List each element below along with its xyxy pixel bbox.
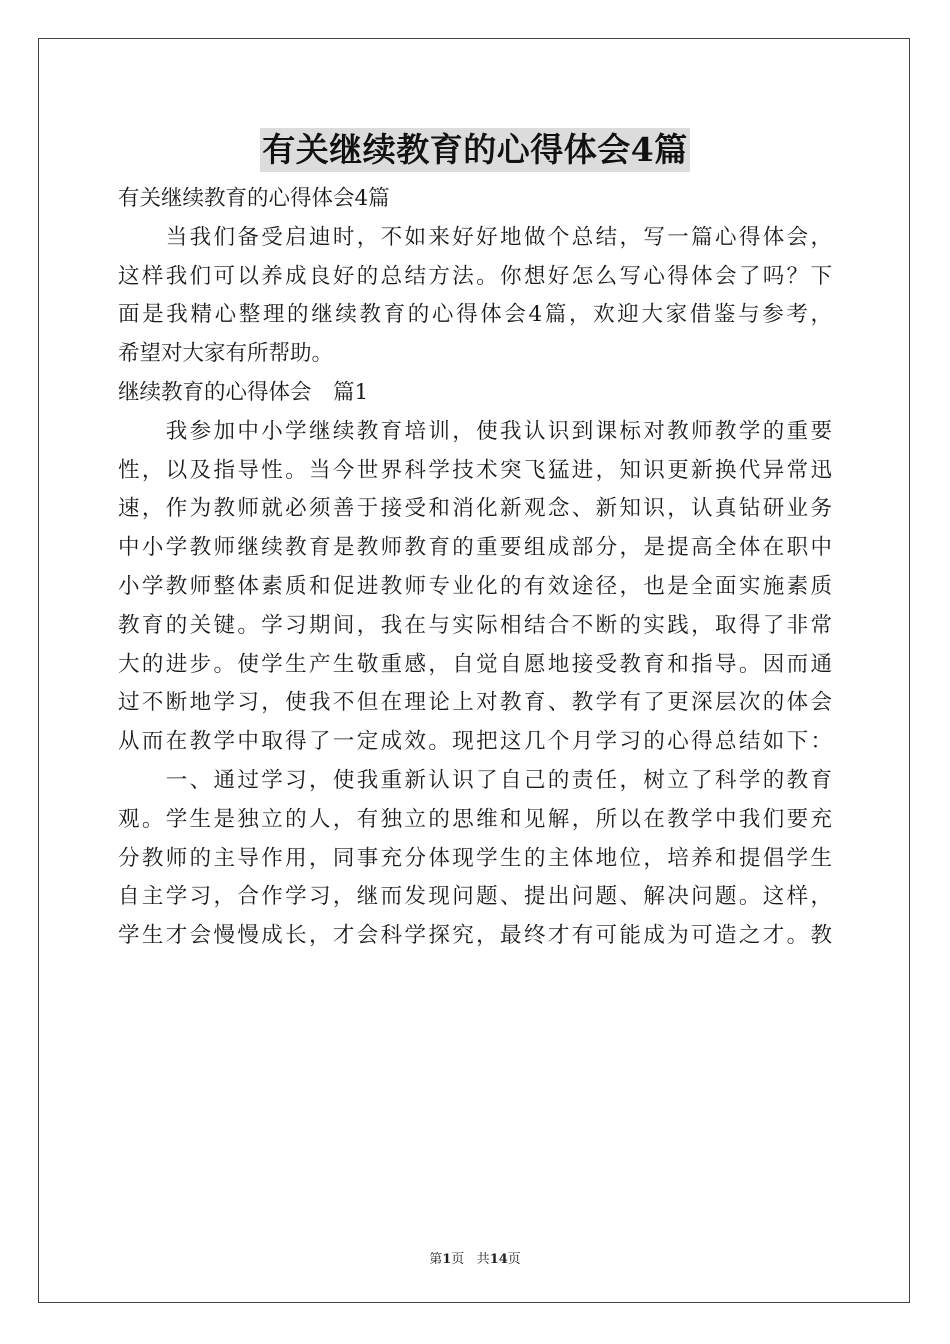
document-body bbox=[118, 180, 832, 956]
text-line: 我参加中小学继续教育培训，使我认识到课标对教师教学的重要 bbox=[118, 418, 832, 444]
current-page-number: 1 bbox=[442, 1252, 452, 1267]
text-line: 过不断地学习，使我不但在理论上对教育、教学有了更深层次的体会 bbox=[118, 690, 832, 716]
text-line: 一、通过学习，使我重新认识了自己的责任，树立了科学的教育 bbox=[118, 767, 832, 793]
footer-total-prefix: 共 bbox=[476, 1252, 490, 1267]
footer-page-suffix: 页 bbox=[451, 1252, 465, 1267]
text-line: 这样我们可以养成良好的总结方法。你想好怎么写心得体会了吗？下 bbox=[118, 263, 832, 289]
text-line: 速，作为教师就必须善于接受和消化新观念、新知识，认真钻研业务 bbox=[118, 496, 832, 522]
document-title: 有关继续教育的心得体会4篇 bbox=[260, 128, 689, 172]
text-line: 小学教师整体素质和促进教师专业化的有效途径，也是全面实施素质 bbox=[118, 573, 832, 599]
text-line: 中小学教师继续教育是教师教育的重要组成部分，是提高全体在职中 bbox=[118, 535, 832, 561]
text-line: 观。学生是独立的人，有独立的思维和见解，所以在教学中我们要充 bbox=[118, 806, 832, 832]
intro-paragraph bbox=[118, 219, 832, 374]
text-line: 当我们备受启迪时，不如来好好地做个总结，写一篇心得体会， bbox=[118, 224, 832, 250]
document-subtitle: 有关继续教育的心得体会4篇 bbox=[118, 186, 390, 211]
text-line: 分教师的主导作用，同事充分体现学生的主体地位，培养和提倡学生 bbox=[118, 845, 832, 871]
title-container bbox=[0, 128, 950, 172]
text-line: 学生才会慢慢成长，才会科学探究，最终才有可能成为可造之才。教 bbox=[118, 923, 832, 949]
section-heading: 继续教育的心得体会 篇1 bbox=[118, 379, 369, 405]
text-line: 教育的关键。学习期间，我在与实际相结合不断的实践，取得了非常 bbox=[118, 612, 832, 638]
paragraph-1 bbox=[118, 413, 832, 762]
footer-total-suffix: 页 bbox=[507, 1252, 521, 1267]
page-footer bbox=[0, 1248, 950, 1267]
footer-prefix: 第 bbox=[429, 1252, 443, 1267]
text-line: 面是我精心整理的继续教育的心得体会4篇，欢迎大家借鉴与参考， bbox=[118, 302, 832, 328]
text-line: 自主学习，合作学习，继而发现问题、提出问题、解决问题。这样， bbox=[118, 884, 832, 910]
total-page-count: 14 bbox=[489, 1252, 508, 1267]
text-line: 从而在教学中取得了一定成效。现把这几个月学习的心得总结如下： bbox=[118, 729, 832, 755]
paragraph-2 bbox=[118, 762, 832, 956]
text-line: 大的进步。使学生产生敬重感，自觉自愿地接受教育和指导。因而通 bbox=[118, 651, 832, 677]
text-line: 希望对大家有所帮助。 bbox=[118, 341, 334, 367]
text-line: 性，以及指导性。当今世界科学技术突飞猛进，知识更新换代异常迅 bbox=[118, 457, 832, 483]
